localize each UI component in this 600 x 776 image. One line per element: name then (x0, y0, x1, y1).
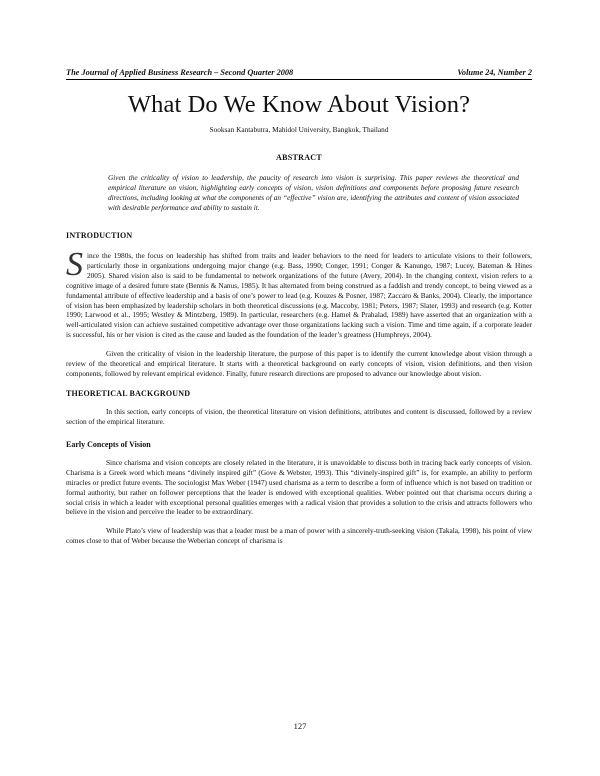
page-number: 127 (293, 721, 307, 731)
early-concepts-paragraph-1: Since charisma and vision concepts are closely related in the literature, it is unavoidable to discuss both in tracing back early concepts of vision. Charisma is a Greek word which means “divinely inspired gift” (Gove & Webster, 1993). This “divinely-inspired gift” is, for example, an ability to perform miracles or predict future events. The sociologist Max Weber (1947) used charisma as a term to describe a form of influence which is not based on tradition or formal authority, but rather on follower perceptions that the leader is endowed with exceptional qualities. Weber pointed out that charisma occurs during a social crisis in which a leader with exceptional personal qualities emerges with a radical vision that provides a solution to the crisis and attracts followers who believe in the vision and perceive the leader to be extraordinary. (66, 458, 532, 517)
early-concepts-paragraph-2: While Plato’s view of leadership was that a leader must be a man of power with a sincerely-truth-seeking vision (Takala, 1998), his point of view comes close to that of Weber because the Weberian concept of charisma is (66, 526, 532, 546)
drop-cap: S (66, 246, 83, 284)
paper-title: What Do We Know About Vision? (127, 91, 471, 118)
paper-page (66, 68, 532, 546)
introduction-paragraph-2: Given the criticality of vision in the leadership literature, the purpose of this paper is to identify the current knowledge about vision through a review of the theoretical and empirical literature. It starts with a theoretical background on early concepts of vision, vision definitions, and then vision components, followed by relevant empirical evidence. Finally, future research directions are proposed to advance our knowledge about vision. (66, 348, 532, 378)
running-header (66, 68, 532, 80)
abstract-text: Given the criticality of vision to leadership, the paucity of research into vision is surprising. This paper reviews the theoretical and empirical literature on vision, highlighting early concepts of vision, vision definitions and components before proposing future research directions, including looking at what the components of an “effective” vision are, identifying the attributes and content of vision associated with desirable performance and ability to sustain it. (108, 172, 519, 213)
introduction-heading: INTRODUCTION (66, 231, 133, 241)
journal-name: The Journal of Applied Business Research – Second Quarter 2008 (66, 68, 294, 77)
volume-number: Volume 24, Number 2 (457, 68, 532, 77)
theoretical-background-heading: THEORETICAL BACKGROUND (66, 389, 191, 399)
early-concepts-heading: Early Concepts of Vision (66, 440, 151, 450)
author-line: Sooksan Kantabutra, Mahidol University, Bangkok, Thailand (209, 124, 389, 134)
abstract-heading: ABSTRACT (276, 152, 322, 162)
introduction-paragraph-1 (66, 246, 532, 340)
theoretical-paragraph-1: In this section, early concepts of vision, the theoretical literature on vision definitions, attributes and content is discussed, followed by a review section of the empirical literature. (66, 407, 532, 427)
introduction-paragraph-1-text: ince the 1980s, the focus on leadership has shifted from traits and leader behaviors to the need for leaders to articulate visions to their followers, particularly those in organizations undergoing major change (e.g. Bass, 1990; Conger, 1991; Conger & Kanungo, 1987; Lucey, Bateman & Hines 2005). Shared vision also is said to be fundamental to network organizations of the future (Avery, 2004). In the changing context, vision refers to a cognitive image of a desired future state (Bennis & Nanus, 1985). It has alternated from being construed as a faddish and trendy concept, to being viewed as a fundamental attribute of effective leadership and a basis of one’s power to lead (e.g. Kouzes & Posner, 1987; Zaccaro & Banks, 2004). Clearly, the importance of vision has been emphasized by leadership scholars in both theoretical discussions (e.g. Maccoby, 1981; Peters, 1987; Slater, 1993) and research (e.g. Kotter 1990; Larwood et al., 1995; Westley & Mintzberg, 1989). In particular, researchers (e.g. Hamel & Prahalad, 1989) have asserted that an organization with a well-articulated vision can achieve sustained competitive advantage over those organizations lacking such a vision. Time and time again, if a corporate leader is successful, his or her vision is cited as the cause and lauded as the foundation of the leader’s greatness (Humphreys, 2004). (66, 251, 532, 340)
